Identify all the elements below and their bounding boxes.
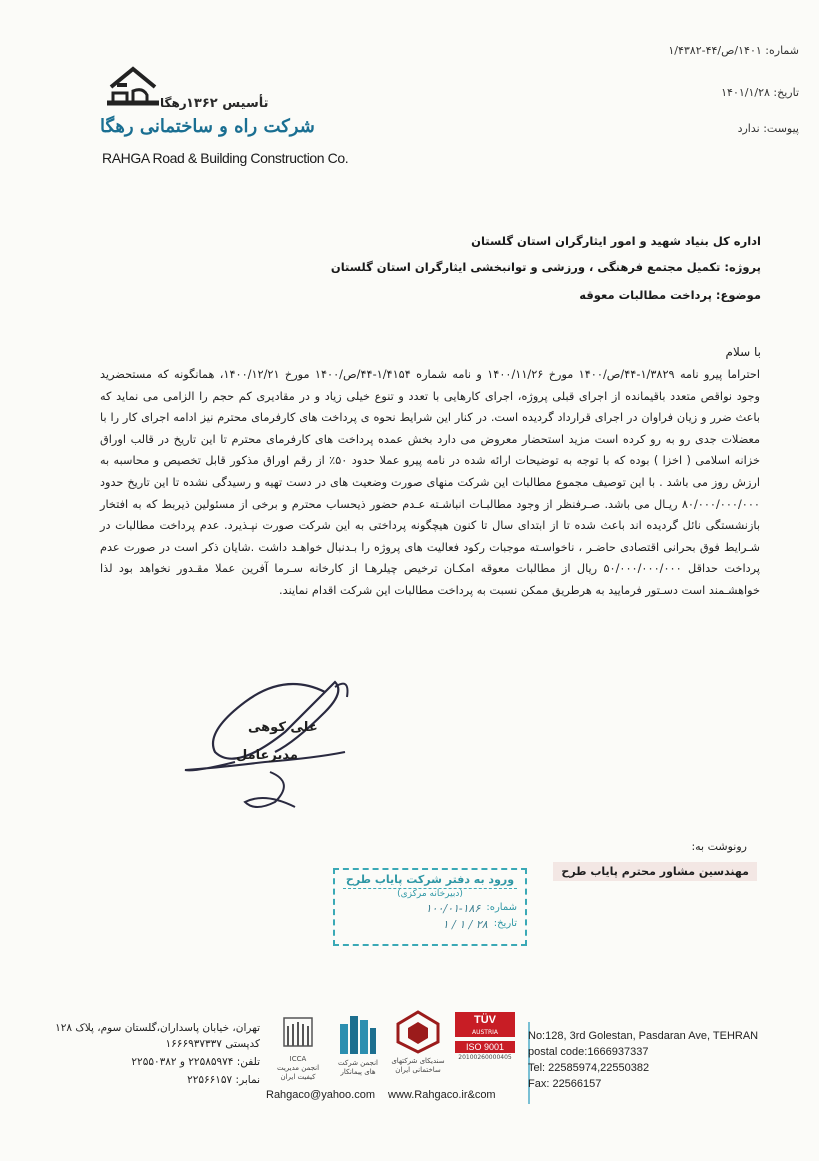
tuv-iso-logo [455,1012,515,1062]
syndicate-caption: سندیکای شرکتهای ساختمانی ایران [391,1057,445,1074]
letter-number-label: شماره: [765,44,799,57]
letter-date [721,86,799,99]
signatory-name: علی کوهی [248,720,318,735]
footer-address-en: No:128, 3rd Golestan, Pasdaran Ave, TEHRAN [528,1030,759,1042]
logo-mark-text: رهگا [160,96,187,110]
footer-address-fa: تهران، خیابان پاسداران،گلستان سوم، پلاک ۱۲۸ [55,1022,260,1034]
stamp-number-value: ۱۰۰/۰۱-۱۸۶ [425,902,481,915]
letter-body-paragraph: احتراما پیرو نامه ۱/۳۸۲۹-۴۴/ص/۱۴۰۰ مورخ ۱۴۰۰/۱۱/۲۶ و نامه شماره ۱/۴۱۵۴-۴۴/ص/۱۴۰۰ مورخ ۱۴۰۰/۱۲/۲۱، همانگونه که مستحضرید وجود نواقص متعدد باقیمانده از اجرای قبلی پروژه، اجرای کارهایی با تعدد و تنوع خیلی زیاد و در مقادیری کم حجم را الزامی می نماید که باعث ضرر و زیان فراوان در اجرای قرارداد گردیده است. در کنار این شرایط نحوه ی پرداخت های کارفرمای محترم نیز ادامه اجرای کار را با معضلات جدی رو به رو کرده است مزید استحضار معروض می دارد بخش عمده پرداخت های کارفرمای محترم تا این تاریخ در قالب اوراق خزانه اسلامی ( اخزا ) بوده که با توجه به توضیحات ارائه شده در نامه پیرو عملا حدود ۵۰٪ از رقم اوراق مذکور قابل تخصیص و محاسبه به ارزش روز می باشد . با این توصیف مجموع مطالبات این شرکت منهای صورت وضعیت های در دست تهیه و رسیدگی نشده تا این تاریخ حدود ۸۰/۰۰۰/۰۰۰/۰۰۰ ریـال می باشد. صـرفنظر از وجود مطالبـات انباشـته عـدم حضور ذیحساب محترم و برخی از مسئولین ذیربط که به افتخار بازنشستگی نائل گردیده اند باعث شده تا از ابتدای سال تا کنون هیچگونه پرداختی به این شرکت صورت نپـذیرد. عدم پرداخت مطالبات در شـرایط فوق بحرانی اقتصادی حاضـر ، ناخواسـته موجبات رکود فعالیت های پروژه را بـدنبال خواهـد داشت .شایان ذکر است در صورت عدم پرداخت حداقل ۵۰/۰۰۰/۰۰۰/۰۰۰ ریال از مطالبات معوقه امکـان ترخیص چیلرهـا از کارخانه سـرما آفرین عملا مقـدور نخواهد بود لذا خواهشـمند است دسـتور فرمایید به هرطریق ممکن نسبت به پرداخت مطالبات این شرکت اقدام نمایند. [100,368,761,597]
icca-label: ICCA [289,1055,307,1063]
stamp-title: ورود به دفتر شرکت پایاب طرح [343,873,517,889]
stamp-number-label: شماره: [486,902,517,913]
tuv-label: TÜV [455,1012,515,1029]
icca-building-icon [278,1012,318,1052]
footer-postal-fa: کدپستی ۱۶۶۶۹۳۷۳۳۷ [165,1038,260,1050]
footer-fax-en: Fax: 22566157 [528,1078,602,1090]
letter-date-label: تاریخ: [773,86,799,99]
association-building-icon [336,1010,380,1056]
iso-label: ISO 9001 [455,1041,515,1053]
letter-number [668,44,799,57]
footer-postal-en: postal code:1666937337 [528,1046,649,1058]
iso-number: 20100260000405 [458,1054,512,1061]
recipient-to: اداره کل بنیاد شهید و امور ایثارگران استان گلستان [471,234,761,248]
association-logo [332,1010,384,1077]
recipient-subject: موضوع: پرداخت مطالبات معوقه [579,288,761,302]
stamp-subtitle: (دبیرخانه مرکزی) [397,889,463,899]
letter-date-value: ۱۴۰۱/۱/۲۸ [721,86,770,99]
syndicate-emblem-icon [394,1010,442,1054]
receipt-stamp [333,868,527,946]
recipient-project: پروژه: تکمیل مجتمع فرهنگی ، ورزشی و توانبخشی ایثارگران استان گلستان [330,260,761,274]
letter-number-value: ۱۴۰۱/ص/۴۴-۱/۴۳۸۲ [668,44,762,57]
attachment-label: پیوست: [763,122,799,135]
association-caption: انجمن شرکت های پیمانکار [338,1059,378,1076]
letter-attachment [738,122,799,135]
greeting: با سلام [725,345,761,359]
footer-phone-fa: تلفن: ۲۲۵۸۵۹۷۴ و ۲۲۵۵۰۳۸۲ [131,1056,260,1068]
footer-fax-fa: نمابر: ۲۲۵۶۶۱۵۷ [187,1074,260,1086]
contractors-syndicate-logo [390,1010,446,1075]
stamp-date-label: تاریخ: [493,918,517,929]
letter-body [100,364,760,602]
company-name-en: RAHGA Road & Building Construction Co. [102,150,349,166]
company-name-fa: شرکت راه و ساختمانی رهگا [100,116,315,137]
signatory-title: مدیرعامل [236,748,298,763]
stamp-date-value: ۲۸ / ۱ / ۱ [442,918,488,931]
company-logo-icon [103,63,163,111]
footer-website[interactable]: www.Rahgaco.ir&com [388,1089,496,1101]
handwritten-signature [175,672,365,822]
cc-label: رونوشت به: [691,840,747,853]
attachment-value: ندارد [737,122,760,135]
icca-caption: انجمن مدیریت کیفیت ایران [276,1064,320,1081]
icca-logo [272,1012,324,1082]
established-text: تأسیس ۱۳۶۲ [186,96,269,111]
tuv-sub: AUSTRIA [455,1029,515,1037]
cc-recipient: مهندسین مشاور محترم پایاب طرح [553,862,757,881]
footer-email[interactable]: Rahgaco@yahoo.com [266,1089,376,1101]
footer-tel-en: Tel: 22585974,22550382 [528,1062,650,1074]
